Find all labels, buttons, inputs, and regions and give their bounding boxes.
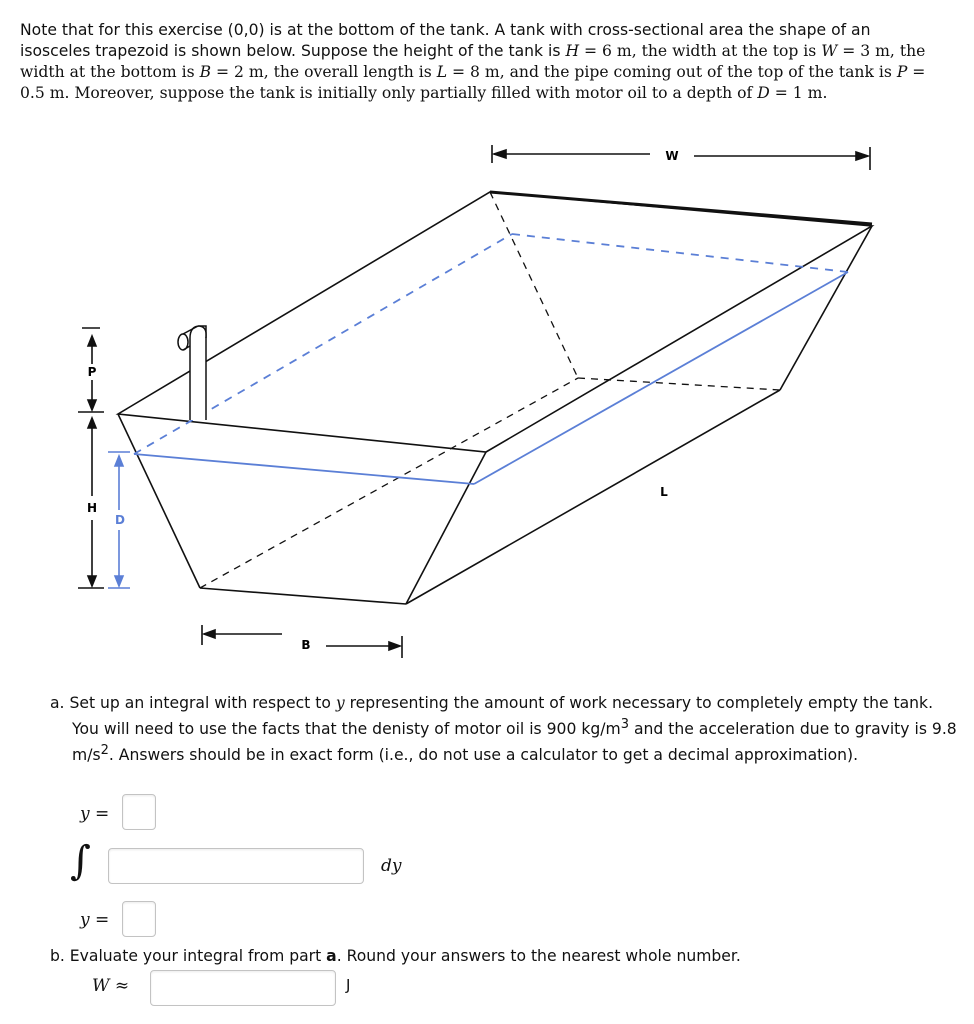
upper-limit-input[interactable]	[122, 794, 156, 830]
tank-diagram	[0, 136, 974, 676]
part-a-prompt: a. Set up an integral with respect to y representing the amount of work necessary to completely empty the tank. You will need to use the facts that the denisty of motor oil is 900 $kg/m^3$ and the acceleration due to gravity is 9.8 $m/s^2$. Answers should be in exact form (i.e., do not use a calculator to get a decimal approximation).	[50, 694, 957, 765]
dy-label: dy	[381, 856, 402, 876]
label-h: H	[86, 501, 98, 515]
lower-limit-label: y =	[80, 910, 110, 930]
label-l: L	[660, 485, 668, 499]
lower-limit-input[interactable]	[122, 901, 156, 937]
label-d: D	[115, 513, 125, 527]
upper-limit-label: y =	[80, 804, 110, 824]
oil-surface	[134, 234, 848, 484]
hidden-edges	[200, 192, 780, 588]
work-answer-input[interactable]	[150, 970, 336, 1006]
integrand-input[interactable]	[108, 848, 364, 884]
w-dimension	[492, 145, 870, 170]
work-label: W ≈	[92, 976, 130, 996]
integral-sign: ∫	[70, 838, 91, 884]
part-b-prompt: b. Evaluate your integral from part a. Round your answers to the nearest whole number.	[50, 947, 741, 965]
unit-joules: J	[346, 976, 351, 994]
label-p: P	[87, 365, 97, 379]
label-b: B	[301, 638, 311, 652]
label-w: W	[665, 149, 679, 163]
problem-statement: Note that for this exercise (0,0) is at the bottom of the tank. A tank with cross-sectional area the shape of an isosceles trapezoid is shown below. Suppose the height of the tank is H = 6 m, the width at the top is W = 3 m, the width at the bottom is B = 2 m, the overall length is L = 8 m, and the pipe coming out of the top of the tank is P = 0.5 m. Moreover, suppose the tank is initially only partially filled with motor oil to a depth of D = 1 m.	[20, 21, 926, 102]
pipe	[178, 326, 206, 420]
